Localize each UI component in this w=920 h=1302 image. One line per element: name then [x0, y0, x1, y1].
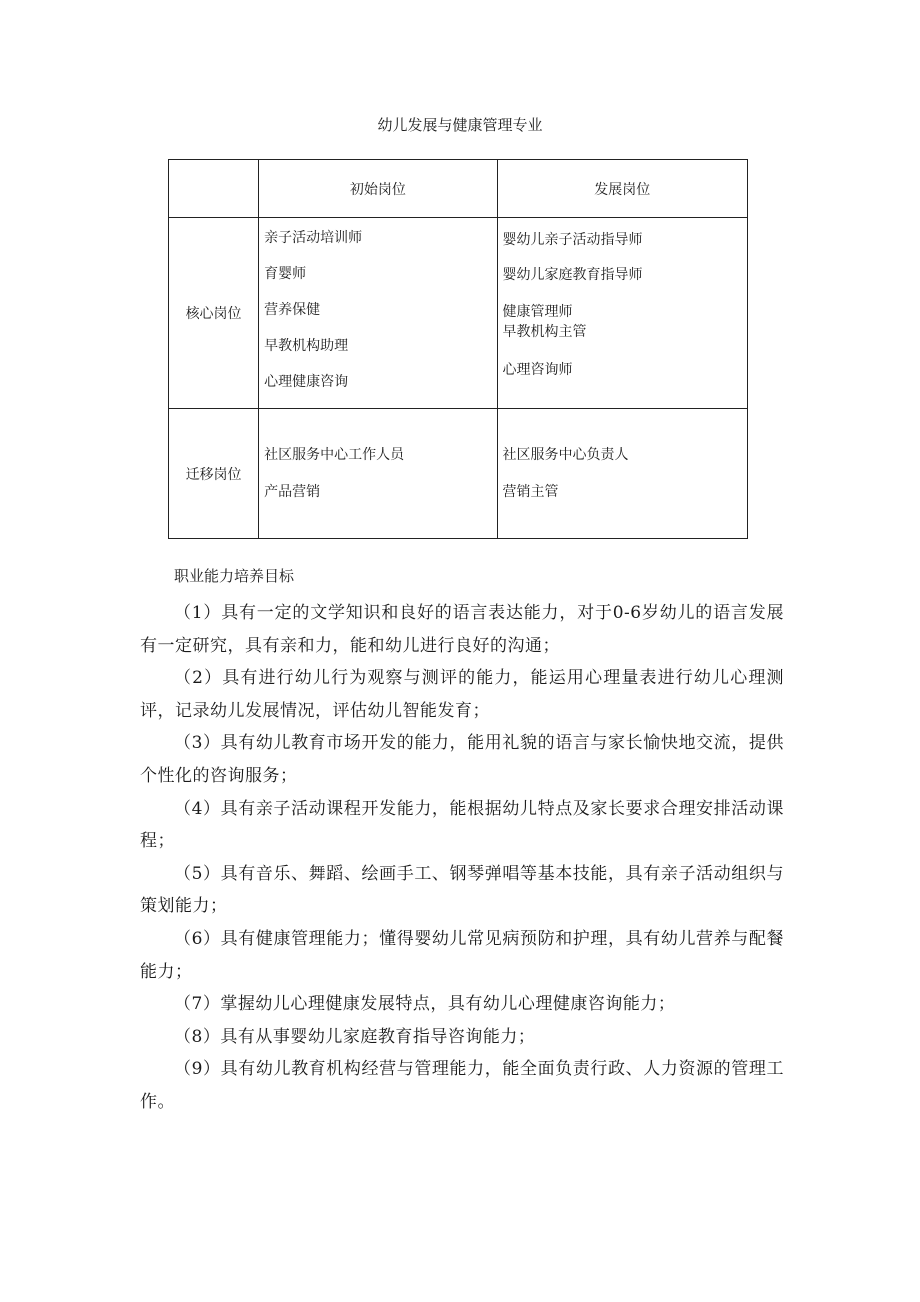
table-header-row: [169, 160, 748, 218]
goal-paragraph: （2）具有进行幼儿行为观察与测评的能力，能运用心理量表进行幼儿心理测评，记录幼儿发展情况，评估幼儿智能发育；: [140, 668, 784, 721]
document-title: 幼儿发展与健康管理专业: [377, 116, 543, 134]
list-item: 营销主管: [502, 484, 559, 500]
goal-paragraph: （9）具有幼儿教育机构经营与管理能力，能全面负责行政、人力资源的管理工作。: [140, 1059, 784, 1112]
goal-paragraph: （7）掌握幼儿心理健康发展特点，具有幼儿心理健康咨询能力；: [174, 994, 676, 1015]
list-item: 社区服务中心负责人: [502, 447, 629, 463]
column-header-development: 发展岗位: [497, 160, 747, 218]
list-item: 亲子活动培训师: [264, 230, 363, 246]
core-development-cell: [497, 218, 747, 409]
goal-paragraph: （6）具有健康管理能力；懂得婴幼儿常见病预防和护理，具有幼儿营养与配餐能力；: [140, 928, 784, 982]
list-item: 健康管理师: [502, 304, 573, 320]
goals-list: [140, 597, 784, 1119]
goal-paragraph: （5）具有音乐、舞蹈、绘画手工、钢琴弹唱等基本技能，具有亲子活动组织与策划能力；: [140, 863, 784, 917]
list-item: 婴幼儿亲子活动指导师: [502, 232, 643, 248]
list-item: 社区服务中心工作人员: [264, 447, 405, 463]
table-row-core: [169, 218, 748, 409]
list-item: 心理咨询师: [502, 362, 573, 378]
list-item: 心理健康咨询: [264, 374, 349, 390]
goal-paragraph: （1）具有一定的文学知识和良好的语言表达能力，对于0-6岁幼儿的语言发展有一定研究，具有亲和力，能和幼儿进行良好的沟通；: [140, 603, 784, 656]
transfer-development-cell: [497, 409, 747, 539]
row-label-transfer: 迁移岗位: [169, 409, 259, 539]
list-item: 婴幼儿家庭教育指导师: [502, 267, 643, 283]
goal-paragraph: （4）具有亲子活动课程开发能力，能根据幼儿特点及家长要求合理安排活动课程；: [140, 798, 784, 852]
list-item: 早教机构助理: [264, 338, 349, 354]
column-header-initial: 初始岗位: [259, 160, 497, 218]
list-item: 早教机构主管: [502, 324, 587, 340]
positions-table: [168, 159, 748, 539]
transfer-initial-cell: [259, 409, 497, 539]
table-row-transfer: [169, 409, 748, 539]
core-initial-cell: [259, 218, 497, 409]
list-item: 产品营销: [264, 484, 321, 500]
goal-paragraph: （3）具有幼儿教育市场开发的能力，能用礼貌的语言与家长愉快地交流，提供个性化的咨询服务；: [140, 733, 784, 786]
goal-paragraph: （8）具有从事婴幼儿家庭教育指导咨询能力；: [174, 1026, 536, 1047]
section-heading: 职业能力培养目标: [174, 567, 295, 585]
row-label-core: 核心岗位: [169, 218, 259, 409]
list-item: 营养保健: [264, 302, 321, 318]
table-corner-cell: [169, 160, 259, 218]
list-item: 育婴师: [264, 266, 307, 282]
